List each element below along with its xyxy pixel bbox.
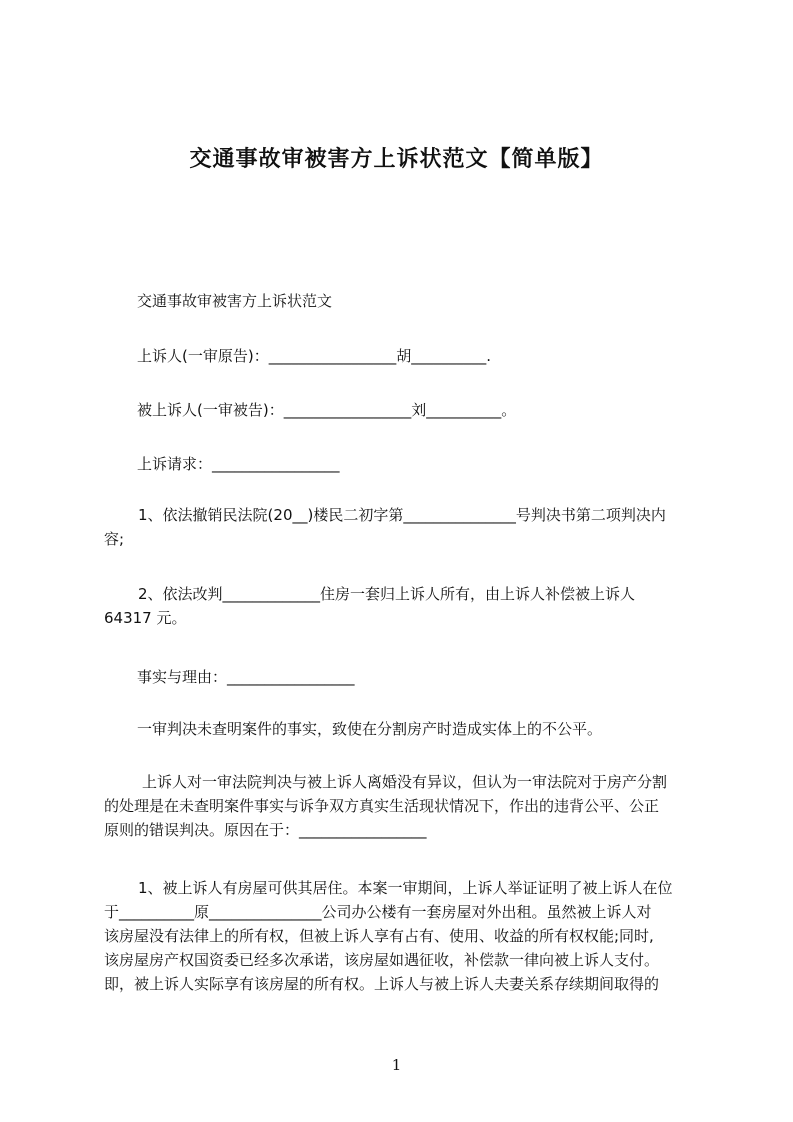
reason-1-paragraph bbox=[104, 876, 704, 996]
request-label: 上诉请求：_________________ bbox=[137, 455, 340, 473]
page-number: 1 bbox=[391, 1056, 402, 1074]
request-item-1 bbox=[104, 503, 704, 551]
request-item-1-line: 1、依法撤销民法院(20__)楼民二初字第_______________号判决书第二项判决内 bbox=[138, 506, 666, 524]
request-item-2-line: 64317 元。 bbox=[104, 609, 187, 627]
facts-intro: 一审判决未查明案件的事实，致使在分割房产时造成实体上的不公平。 bbox=[137, 720, 603, 738]
document-title: 交通事故审被害方上诉状范文【简单版】 bbox=[189, 147, 604, 172]
request-item-1-line: 容; bbox=[104, 530, 125, 548]
reason-paragraph-line: 的处理是在未查明案件事实与诉争双方真实生活现状情况下，作出的违背公平、公正 bbox=[104, 797, 660, 815]
appellant-line: 上诉人(一审原告)：_________________胡__________. bbox=[137, 347, 491, 365]
reason-paragraph bbox=[104, 770, 704, 842]
reason-1-line: 即，被上诉人实际享有该房屋的所有权。上诉人与被上诉人夫妻关系存续期间取得的 bbox=[104, 975, 660, 993]
reason-1-line: 该房屋没有法律上的所有权，但被上诉人享有占有、使用、收益的所有权权能;同时, bbox=[104, 927, 654, 945]
appellee-line: 被上诉人(一审被告)：_________________刘__________。 bbox=[137, 401, 517, 419]
reason-1-line: 该房屋房产权国资委已经多次承诺，该房屋如遇征收，补偿款一律向被上诉人支付。 bbox=[104, 951, 660, 969]
reason-paragraph-line: 原则的错误判决。原因在于：_________________ bbox=[104, 821, 427, 839]
reason-1-line: 1、被上诉人有房屋可供其居住。本案一审期间，上诉人举证证明了被上诉人在位 bbox=[138, 879, 673, 897]
request-item-2-line: 2、依法改判_____________住房一套归上诉人所有，由上诉人补偿被上诉人 bbox=[138, 585, 636, 603]
reason-1-line: 于__________原_______________公司办公楼有一套房屋对外出租。虽然被上诉人对 bbox=[104, 903, 652, 921]
document-heading: 交通事故审被害方上诉状范文 bbox=[137, 292, 333, 310]
facts-label: 事实与理由：_________________ bbox=[137, 668, 355, 686]
reason-paragraph-line: 上诉人对一审法院判决与被上诉人离婚没有异议，但认为一审法院对于房产分割 bbox=[142, 773, 668, 791]
request-item-2 bbox=[104, 582, 704, 630]
